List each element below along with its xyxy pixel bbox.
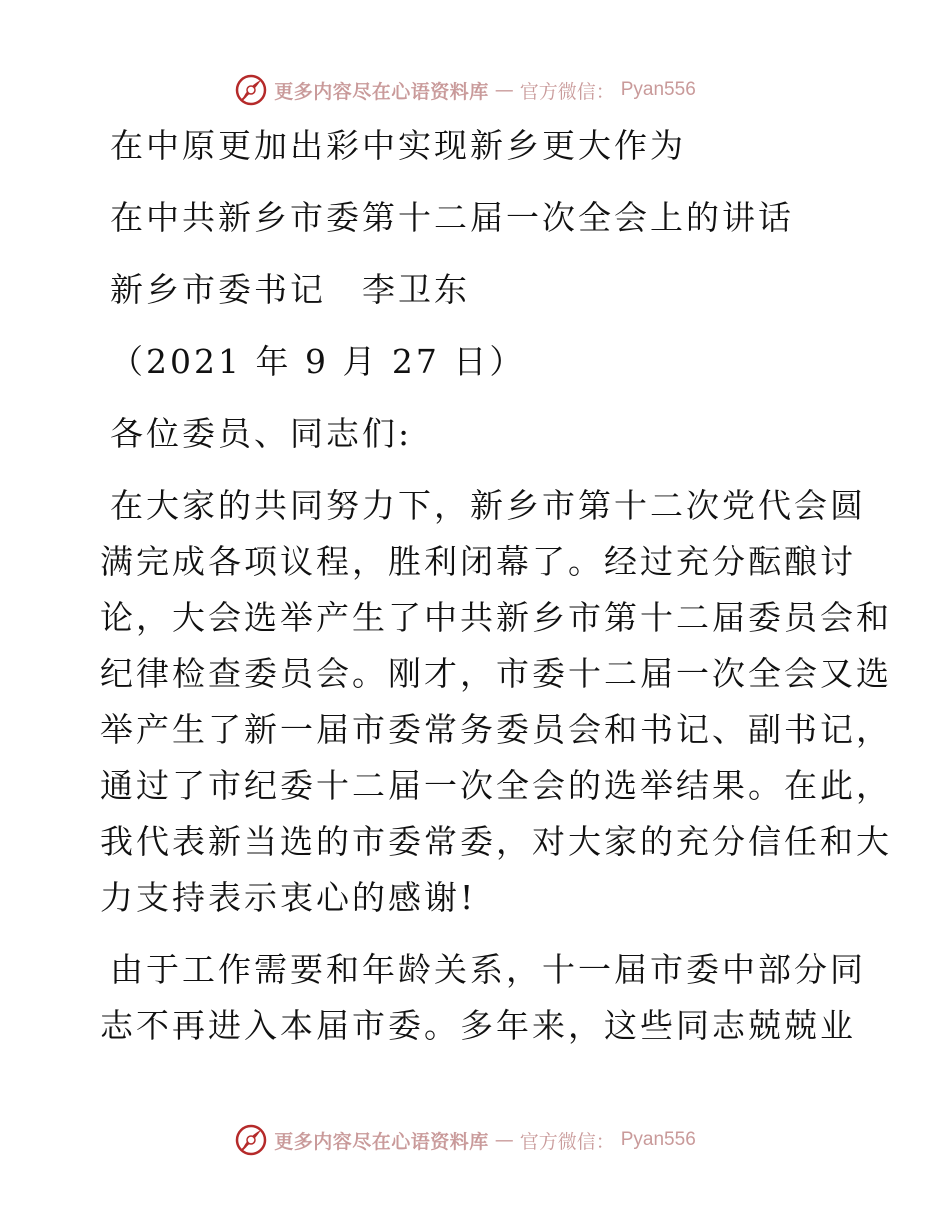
paragraph-line: 力支持表示衷心的感谢! (100, 878, 477, 917)
watermark-wechat-id: Pyan556 (620, 1129, 696, 1150)
paragraph-line: 在大家的共同努力下，新乡市第十二次党代会圆 (110, 486, 866, 525)
document-author: 新乡市委书记 李卫东 (110, 270, 470, 309)
watermark-text: 更多内容尽在心语资料库 (274, 80, 489, 103)
document-title: 在中原更加出彩中实现新乡更大作为 (110, 126, 686, 165)
paragraph-line: 满完成各项议程，胜利闭幕了。经过充分酝酿讨 (100, 542, 856, 581)
watermark-dash: — (494, 1129, 514, 1151)
watermark-header (0, 70, 950, 110)
paragraph-line: 论，大会选举产生了中共新乡市第十二届委员会和 (100, 598, 892, 637)
document-body (100, 118, 892, 1070)
watermark-wechat-label: 官方微信： (519, 1130, 615, 1153)
paragraph-line: 我代表新当选的市委常委，对大家的充分信任和大 (100, 822, 892, 861)
watermark-group (234, 73, 696, 107)
watermark-dash: — (494, 79, 514, 101)
watermark-group (234, 1123, 696, 1157)
paragraph-line: 志不再进入本届市委。多年来，这些同志兢兢业 (100, 1006, 856, 1045)
document-date: （2021 年 9 月 27 日） (110, 342, 526, 381)
quill-logo-icon (234, 1123, 268, 1157)
document-subtitle: 在中共新乡市委第十二届一次全会上的讲话 (110, 198, 794, 237)
paragraph-line: 由于工作需要和年龄关系，十一届市委中部分同 (110, 950, 866, 989)
watermark-wechat-label: 官方微信： (519, 80, 615, 103)
watermark-text: 更多内容尽在心语资料库 (274, 1130, 489, 1153)
paragraph-line: 通过了市纪委十二届一次全会的选举结果。在此， (100, 766, 892, 805)
paragraph-2 (100, 942, 866, 1054)
paragraph-line: 举产生了新一届市委常务委员会和书记、副书记， (100, 710, 892, 749)
watermark-wechat-id: Pyan556 (620, 79, 696, 100)
document-salutation: 各位委员、同志们: (110, 414, 413, 453)
paragraph-line: 纪律检查委员会。刚才，市委十二届一次全会又选 (100, 654, 892, 693)
watermark-footer (0, 1120, 950, 1160)
quill-logo-icon (234, 73, 268, 107)
paragraph-1 (100, 478, 892, 926)
